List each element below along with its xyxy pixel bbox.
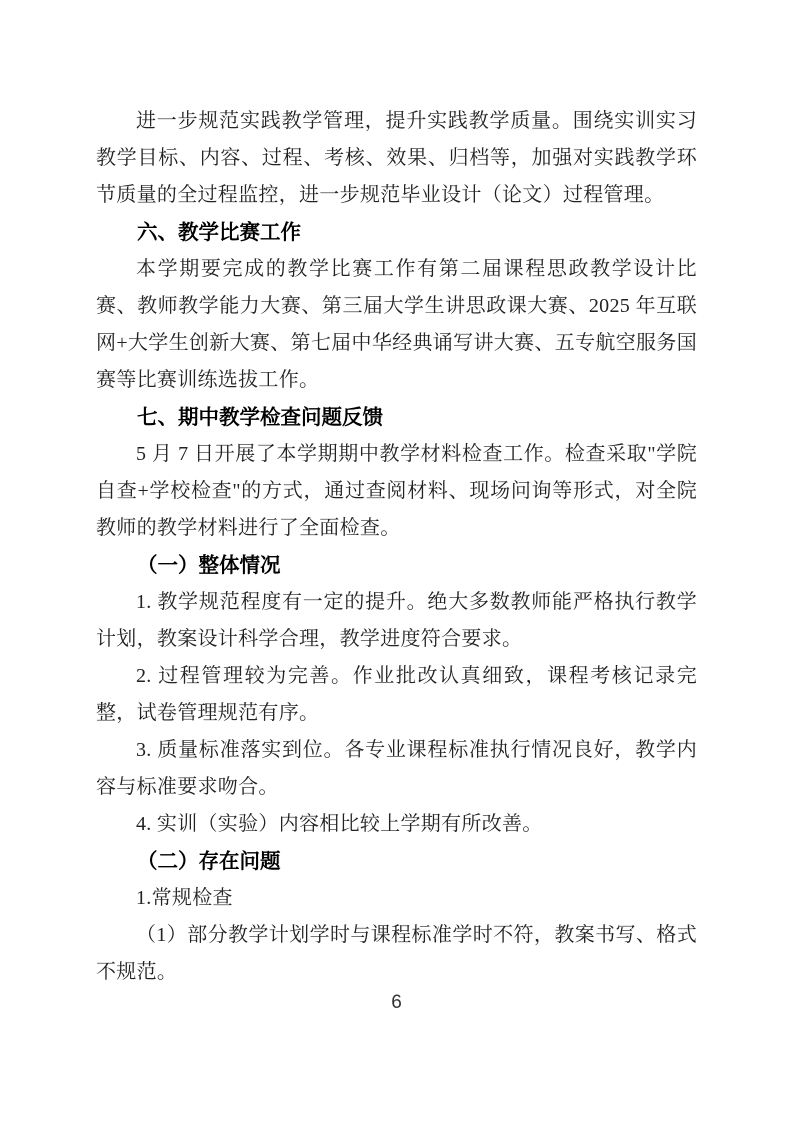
body-paragraph-item-3: 3. 质量标准落实到位。各专业课程标准执行情况良好，教学内容与标准要求吻合。 [96,739,697,798]
body-paragraph-item-2: 2. 过程管理较为完善。作业批改认真细致，课程考核记录完整，试卷管理规范有序。 [96,665,697,724]
document-content [96,103,697,991]
body-paragraph-inspection-method: 5 月 7 日开展了本学期期中教学材料检查工作。检查采取"学院自查+学校检查"的方式，通过查阅材料、现场问询等形式，对全院教师的教学材料进行了全面检查。 [96,443,697,539]
body-paragraph-practice-teaching: 进一步规范实践教学管理，提升实践教学质量。围绕实训实习教学目标、内容、过程、考核、效果、归档等，加强对实践教学环节质量的全过程监控，进一步规范毕业设计（论文）过程管理。 [96,110,697,206]
body-paragraph-competition-list: 本学期要完成的教学比赛工作有第二届课程思政教学设计比赛、教师教学能力大赛、第三届大学生讲思政课大赛、2025 年互联网+大学生创新大赛、第七届中华经典诵写讲大赛、五专航空服务国赛等比赛训练选拔工作。 [96,258,697,391]
section-heading-midterm-inspection: 七、期中教学检查问题反馈 [137,406,383,429]
body-paragraph-problem-1: （1）部分教学计划学时与课程标准学时不符，教案书写、格式不规范。 [96,924,697,983]
body-paragraph-item-1: 1. 教学规范程度有一定的提升。绝大多数教师能严格执行教学计划，教案设计科学合理，教学进度符合要求。 [96,591,697,650]
body-paragraph-routine-check-label: 1.常规检查 [136,887,233,909]
subsection-heading-overall-situation: （一）整体情况 [137,554,281,577]
section-heading-teaching-competition: 六、教学比赛工作 [137,221,301,244]
body-paragraph-item-4: 4. 实训（实验）内容相比较上学期有所改善。 [136,813,543,835]
page-number: 6 [391,992,402,1013]
subsection-heading-existing-problems: （二）存在问题 [137,850,281,873]
